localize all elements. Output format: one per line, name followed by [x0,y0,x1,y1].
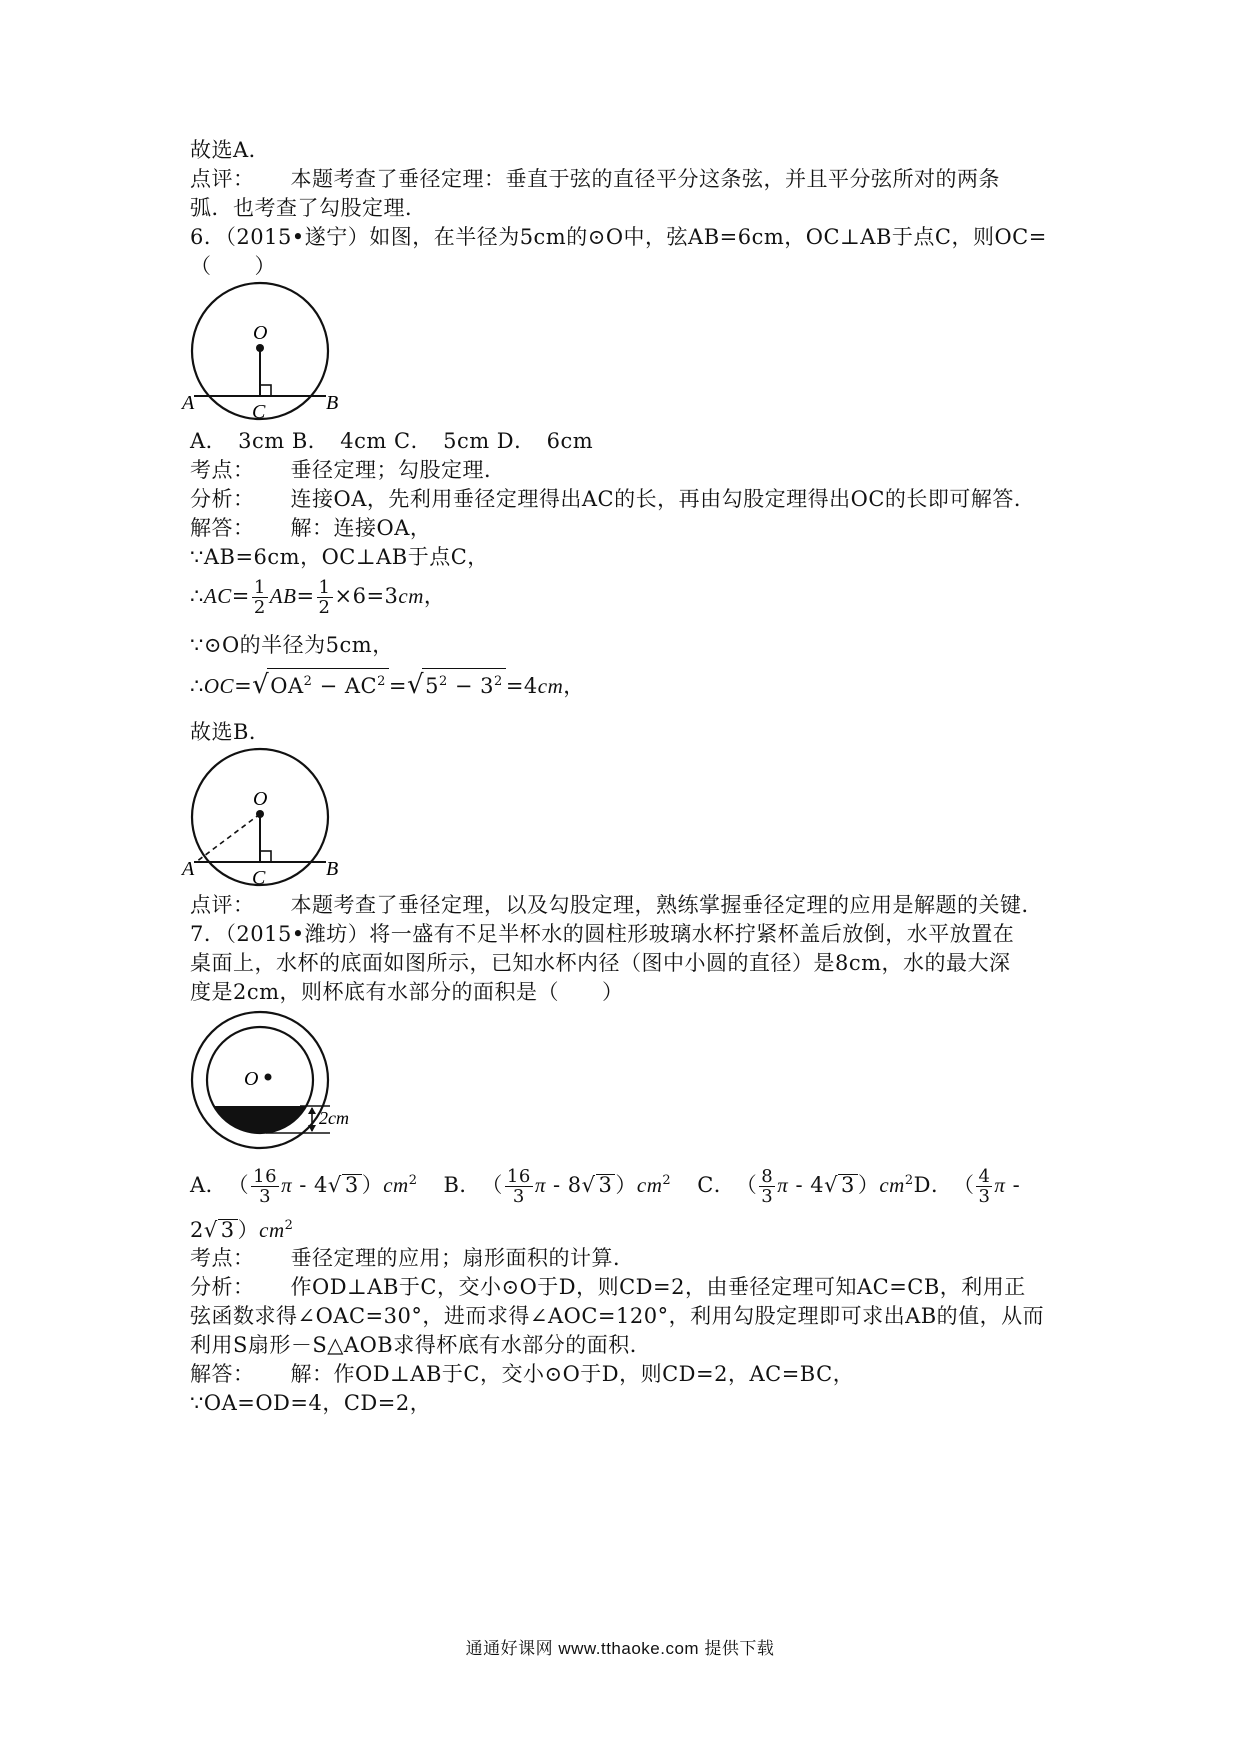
q7-fenxi-1: 分析： 作OD⊥AB于C，交小⊙O于D，则CD=2，由垂径定理可知AC=CB，利用正 [190,1275,1026,1299]
label-o: O [253,788,268,810]
footer-url[interactable]: www.tthaoke.com [558,1639,700,1658]
question-7-options-1: A． （ $\frac{16}{3}$ π - 4√ 3 ）$cm^2$ B． （ $\frac{16}{3}$ π - 8√ 3 ）$cm^2$ C． （ $\frac{8}{3}$ π - 4√ 3 ）$cm^2D$． （ $\frac{4}{3}$ π - [190,1166,1021,1207]
q6-step-2-formula: ∴AC= $\frac{1}{2}$ AB= $\frac{1}{2}$ ×6=3cm， [190,577,446,618]
label-b: B [326,858,339,880]
question-7-options-2: 2√ 3 ）$cm^2$ [190,1218,294,1242]
page-footer [0,1634,1240,1659]
question-6-options: A． 3cm B． 4cm C． 5cm D． 6cm [190,429,594,453]
footer-tail: 提供下载 [704,1639,775,1658]
question-7-stem-1: 7．（2015•潍坊）将一盛有不足半杯水的圆柱形玻璃水杯拧紧杯盖后放倒，水平放置在 [190,922,1015,946]
label-o: O [253,322,268,344]
label-b: B [326,392,339,414]
question-6-stem: 6．（2015•遂宁）如图，在半径为5cm的⊙O中，弦AB=6cm，OC⊥AB于点C，则OC= [190,225,1047,249]
label-o: O [244,1068,259,1090]
comment-line-2: 弧．也考查了勾股定理． [190,196,427,220]
figure-circle-chord-dashed [180,742,340,892]
question-7-stem-2: 桌面上，水杯的底面如图所示，已知水杯内径（图中小圆的直径）是8cm，水的最大深 [190,951,1011,975]
q6-kaodian: 考点： 垂径定理；勾股定理． [190,458,506,482]
label-c: C [252,867,266,888]
comment-line: 点评： 本题考查了垂径定理：垂直于弦的直径平分这条弦，并且平分弦所对的两条 [190,167,1000,191]
figure-circle-chord [180,276,340,426]
label-depth: 2cm [319,1108,349,1128]
q6-pingping: 点评： 本题考查了垂径定理，以及勾股定理，熟练掌握垂径定理的应用是解题的关键． [190,893,1043,917]
footer-site: 通通好课网 [465,1639,554,1658]
q6-fenxi: 分析： 连接OA，先利用垂径定理得出AC的长，再由勾股定理得出OC的长即可解答． [190,487,1036,511]
label-a: A [182,392,195,414]
q7-jieda: 解答： 解：作OD⊥AB于C，交小⊙O于D，则CD=2，AC=BC， [190,1362,855,1386]
q6-step-4-formula: $\therefore OC=√OA^2 - AC^2 =√5^2 - 3^2 =4cm$， [190,670,585,700]
q7-fenxi-2: 弦函数求得∠OAC=30°，进而求得∠AOC=120°，利用勾股定理即可求出AB的值，从而 [190,1304,1045,1328]
q7-fenxi-3: 利用S扇形－S△AOB求得杯底有水部分的面积． [190,1333,652,1357]
q7-kaodian: 考点： 垂径定理的应用；扇形面积的计算． [190,1246,635,1270]
question-6-blank: （ ） [190,254,276,278]
q7-step-1: ∵OA=OD=4，CD=2， [190,1391,432,1415]
q6-step-1: ∵AB=6cm，OC⊥AB于点C， [190,545,489,569]
q6-pick: 故选B． [190,720,271,744]
question-7-stem-3: 度是2cm，则杯底有水部分的面积是（ ） [190,980,624,1004]
answer-line: 故选A． [190,138,271,162]
q6-jieda: 解答： 解：连接OA， [190,516,432,540]
label-a: A [182,858,195,880]
q6-step-3: ∵⊙O的半径为5cm， [190,633,394,657]
label-c: C [252,401,266,422]
figure-cup-water [180,1008,380,1162]
